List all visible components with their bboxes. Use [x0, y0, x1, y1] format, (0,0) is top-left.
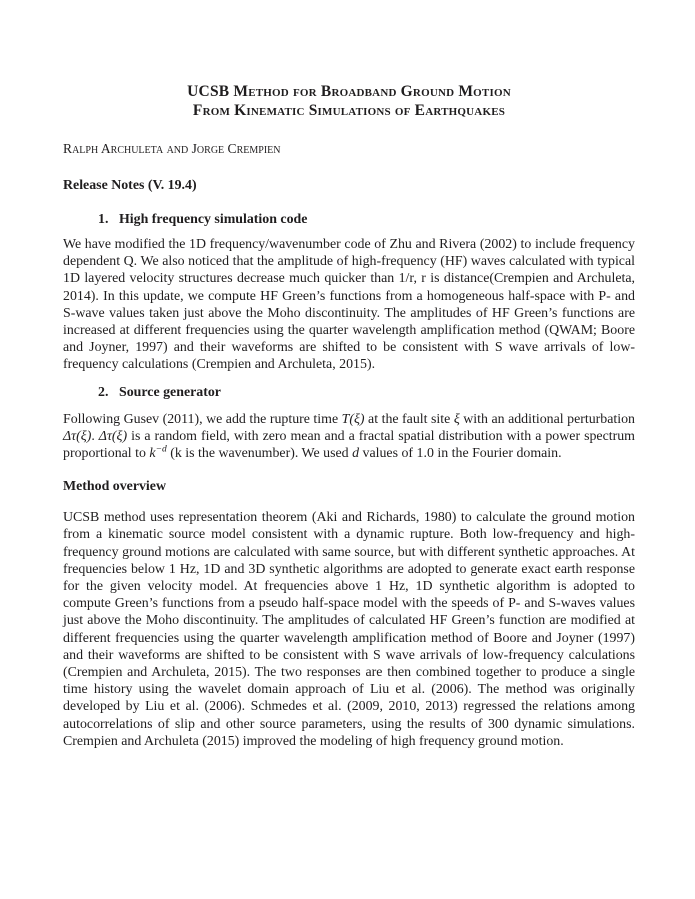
paper-title-line1: UCSB Method for Broadband Ground Motion: [187, 83, 511, 100]
section-1-number: 1.: [98, 212, 109, 227]
method-overview-paragraph: UCSB method uses representation theorem (Aki and Richards, 1980) to calculate the ground motion from a kinematic source model consistent with a dynamic rupture. Both low-frequency and high-frequency ground motions are calculated with same source, but with different synthetic approaches. At frequencies below 1 Hz, 1D and 3D synthetic algorithms are adopted to generate exact earth response for the given velocity model. At frequencies above 1 Hz, 1D synthetic algorithm is adopted to compute Green’s functions from a pseudo half-space model with the speeds of P- and S-waves values just above the Moho discontinuity. The amplitudes of calculated HF Green’s function are modified at different frequencies using the quarter wavelength amplification method of Boore and Joyner (1997) and their waveforms are shifted to be consistent with S wave arrivals of low-frequency calculations (Crempien and Archuleta, 2015). The two responses are then combined together to produce a single time history using the wavelet domain approach of Liu et al. (2006). The method was originally developed by Liu et al. (2006). Schmedes et al. (2009, 2010, 2013) regressed the relations among autocorrelations of slip and other source parameters, using the results of 300 dynamic simulations. Crempien and Archuleta (2015) improved the modeling of high frequency ground motion.: [63, 510, 635, 749]
authors-line: Ralph Archuleta and Jorge Crempien: [63, 141, 281, 156]
section-1-title: High frequency simulation code: [119, 212, 308, 227]
section-1-heading: [63, 211, 635, 228]
paper-title: [63, 82, 635, 120]
release-notes-heading: Release Notes (V. 19.4): [63, 178, 197, 193]
paper-title-line2: From Kinematic Simulations of Earthquakes: [192, 102, 506, 119]
section-2-number: 2.: [98, 384, 109, 400]
section-2-paragraph: Following Gusev (2011), we add the rupture time T(ξ) at the fault site ξ with an additional perturbation Δτ(ξ). Δτ(ξ) is a random field, with zero mean and a fractal spatial distribution with a power spectrum proportional to $k^{-d}$ (k is the wavenumber). We used d values of 1.0 in the Fourier domain.: [63, 411, 636, 462]
section-2-heading: [63, 384, 635, 401]
method-overview-heading: Method overview: [63, 479, 166, 495]
section-2-title: Source generator: [119, 384, 221, 400]
section-1-paragraph: We have modified the 1D frequency/wavenumber code of Zhu and Rivera (2002) to include frequency dependent Q. We also noticed that the amplitude of high-frequency (HF) waves calculated with typical 1D layered velocity structures decrease much quicker than 1/r, r is distance(Crempien and Archuleta, 2014). In this update, we compute HF Green’s functions from a homogeneous half-space with P- and S-wave values taken just above the Moho discontinuity. The amplitudes of HF Green’s functions are increased at different frequencies using the quarter wavelength amplification method (QWAM; Boore and Joyner, 1997) and their waveforms are shifted to be consistent with S wave arrivals of low-frequency calculations (Crempien and Archuleta, 2015).: [63, 237, 635, 373]
